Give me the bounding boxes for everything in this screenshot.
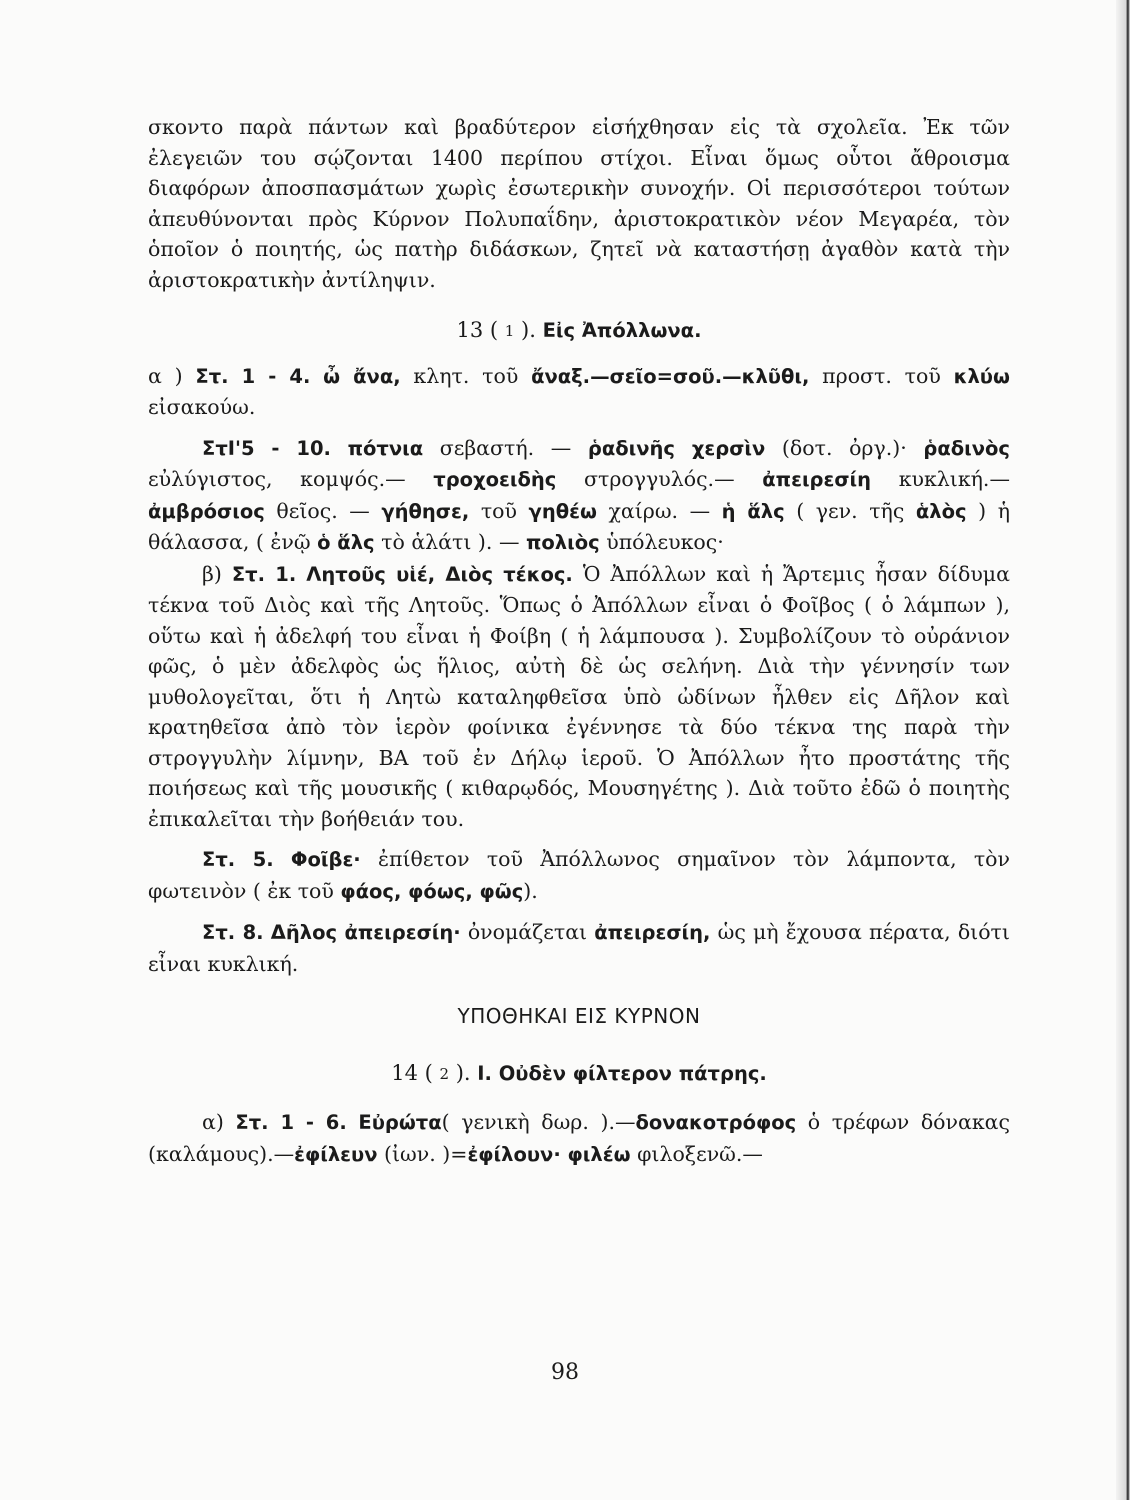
lemma: ἀπειρεσίη, (594, 921, 711, 944)
lemma: Εὐρώτα (358, 1111, 442, 1134)
lemma: ἀμβρόσιος (148, 499, 265, 523)
gloss: (δοτ. ὀργ.)· (781, 435, 907, 460)
note-a2 (148, 1107, 1010, 1170)
section-number-close: ). (521, 318, 536, 342)
section-14-heading (148, 1058, 1010, 1090)
gloss: τοῦ (480, 498, 517, 523)
gloss: ὑπόλευκος· (606, 530, 724, 554)
section-number: 13 ( (456, 318, 499, 342)
footnote-marker: 1 (504, 322, 515, 340)
gloss: χαίρω. — (608, 498, 711, 523)
note-verse-5 (148, 844, 1010, 907)
note-verses-5-10 (148, 433, 1010, 559)
gloss: (ἰων. )= (384, 1141, 468, 1166)
section-heading-hypothekai: ΥΠΟΘΗΚΑΙ ΕΙΣ ΚΥΡΝΟΝ (457, 1004, 701, 1028)
section-number-close: ). (455, 1060, 471, 1085)
verse-ref: ΣτΙ'5 - 10. (202, 436, 331, 460)
note-a (148, 361, 1010, 423)
gloss: ὁ τρέφων δόνακας (καλάμους).— (148, 1110, 1010, 1166)
lemma: ῥαδινὸς (923, 436, 1010, 460)
gloss: εὐλύγιστος, κομψός.— (148, 467, 406, 491)
verse-ref: Στ. 1 - 6. (235, 1111, 347, 1134)
verse-ref: Στ. 5. (202, 848, 274, 871)
lemma: πολιὸς (525, 531, 600, 554)
footnote-marker: 2 (439, 1064, 450, 1083)
section-title: Ι. Οὐδὲν φίλτερον πάτρης. (477, 1061, 767, 1085)
gloss: ὡς μὴ ἔχουσα πέρατα, διότι εἶναι κυκλική. (148, 920, 1010, 976)
lemma: ἐφίλουν· φιλέω (467, 1142, 631, 1166)
section-number: 14 ( (391, 1060, 433, 1085)
lemma: κλύω (953, 364, 1010, 388)
intro-paragraph: σκοντο παρὰ πάντων καὶ βραδύτερον εἰσήχθησαν εἰς τὰ σχολεῖα. Ἐκ τῶν ἐλεγειῶν του σῴζονται 1400 περίπου στίχοι. Εἶναι ὅμως οὗτοι ἄθροισμα διαφόρων ἀποσπασμάτων χωρὶς ἐσωτερικὴν συνοχήν. Οἱ περισσότεροι τούτων ἀπευθύνονται πρὸς Κύρνον Πολυπαΐδην, ἀριστοκρατικὸν νέον Μεγαρέα, τὸν ὁποῖον ὁ ποιητής, ὡς πατὴρ διδάσκων, ζητεῖ νὰ καταστήσῃ ἀγαθὸν κατὰ τὴν ἀριστοκρατικὴν ἀντίληψιν. (148, 115, 1010, 292)
note-label: β) (202, 561, 222, 586)
gloss: προστ. τοῦ (822, 363, 941, 388)
lemma: ὁ ἅλς (317, 531, 375, 554)
gloss: ὀνομάζεται (467, 920, 588, 944)
lemma: Φοῖβε· (290, 848, 361, 871)
page-text (148, 112, 1010, 1170)
lemma: ἡ ἅλς (721, 499, 785, 523)
gloss: ἐπίθετον τοῦ Ἀπόλλωνος σημαῖνον τὸν λάμποντα, τὸν φωτεινὸν ( ἐκ τοῦ (148, 847, 1010, 903)
note-label: α) (202, 1110, 224, 1134)
lemma: ὦ ἄνα, (323, 364, 401, 388)
lemma: Λητοῦς υἱέ, Διὸς τέκος. (306, 562, 573, 586)
note-verse-8 (148, 917, 1010, 979)
page-number: 98 (551, 1360, 579, 1385)
lemma: ἁλὸς (915, 499, 967, 523)
gloss: κυκλική.— (898, 467, 1010, 491)
gloss: σεβαστή. — (439, 435, 572, 460)
section-13-heading (148, 315, 1010, 347)
lemma: γηθέω (528, 499, 597, 523)
note-label: α ) (148, 363, 183, 388)
lemma: ἐφίλευν (294, 1142, 378, 1166)
gloss: ( γενικὴ δωρ. ).— (441, 1110, 636, 1134)
lemma: ἀπειρεσίη (762, 468, 872, 491)
lemma: γήθησε, (381, 499, 470, 523)
gloss: στρογγυλός.— (584, 467, 735, 491)
gloss: φιλοξενῶ.— (637, 1141, 763, 1166)
commentary: Ὁ Ἀπόλλων καὶ ἡ Ἄρτεμις ἦσαν δίδυμα τέκνα τοῦ Διὸς καὶ τῆς Λητοῦς. Ὅπως ὁ Ἀπόλλων εἶναι ὁ Φοῖβος ( ὁ λάμπων ), οὕτω καὶ ἡ ἀδελφή του εἶναι ἡ Φοίβη ( ἡ λάμπουσα ). Συμβολίζουν τὸ οὐράνιον φῶς, ὁ μὲν ἀδελφὸς ὡς ἥλιος, αὐτὴ δὲ ὡς σελήνη. Διὰ τὴν γέννησίν των μυθολογεῖται, ὅτι ἡ Λητὼ καταληφθεῖσα ὑπὸ ὠδίνων ἦλθεν εἰς Δῆλον καὶ κρατηθεῖσα ἀπὸ τὸν ἱερὸν φοίνικα ἐγέννησε τὰ δύο τέκνα της παρὰ τὴν στρογγυλὴν λίμνην, ΒΑ τοῦ ἐν Δήλῳ ἱεροῦ. Ὁ Ἀπόλλων ἦτο προστάτης τῆς ποιήσεως καὶ τῆς μουσικῆς ( κιθαρῳδός, Μουσηγέτης ). Διὰ τοῦτο ἐδῶ ὁ ποιητὴς ἐπικαλεῖται τὴν βοήθειάν του. (148, 561, 1010, 831)
verse-ref: Στ. 8. (202, 921, 264, 944)
lemma: δονακοτρόφος (635, 1111, 797, 1134)
lemma: πότνια (347, 436, 424, 460)
gloss: ( γεν. τῆς (796, 498, 905, 523)
gloss: κλητ. τοῦ (413, 363, 519, 388)
lemma: τροχοειδὴς (433, 468, 557, 491)
lemma: ῥαδινῆς χερσὶν (587, 436, 766, 460)
lemma: Δῆλος ἀπειρεσίη· (270, 921, 461, 944)
note-b (148, 559, 1010, 835)
page-edge-shadow (1116, 0, 1130, 1500)
gloss: εἰσακούω. (148, 395, 256, 419)
verse-ref: Στ. 1. (231, 562, 297, 586)
gloss: ). (523, 878, 538, 903)
gloss: τὸ ἁλάτι ). — (381, 530, 520, 554)
lemma: φάος, φόως, φῶς (340, 879, 524, 903)
section-title: Εἰς Ἀπόλλωνα. (542, 319, 702, 342)
lemma: ἄναξ.—σεῖο=σοῦ.—κλῦθι, (531, 364, 810, 388)
verse-ref: Στ. 1 - 4. (195, 364, 311, 388)
gloss: θεῖος. — (276, 498, 370, 523)
gloss: ) ἡ θάλασσα, ( ἐνῷ (148, 498, 1010, 554)
